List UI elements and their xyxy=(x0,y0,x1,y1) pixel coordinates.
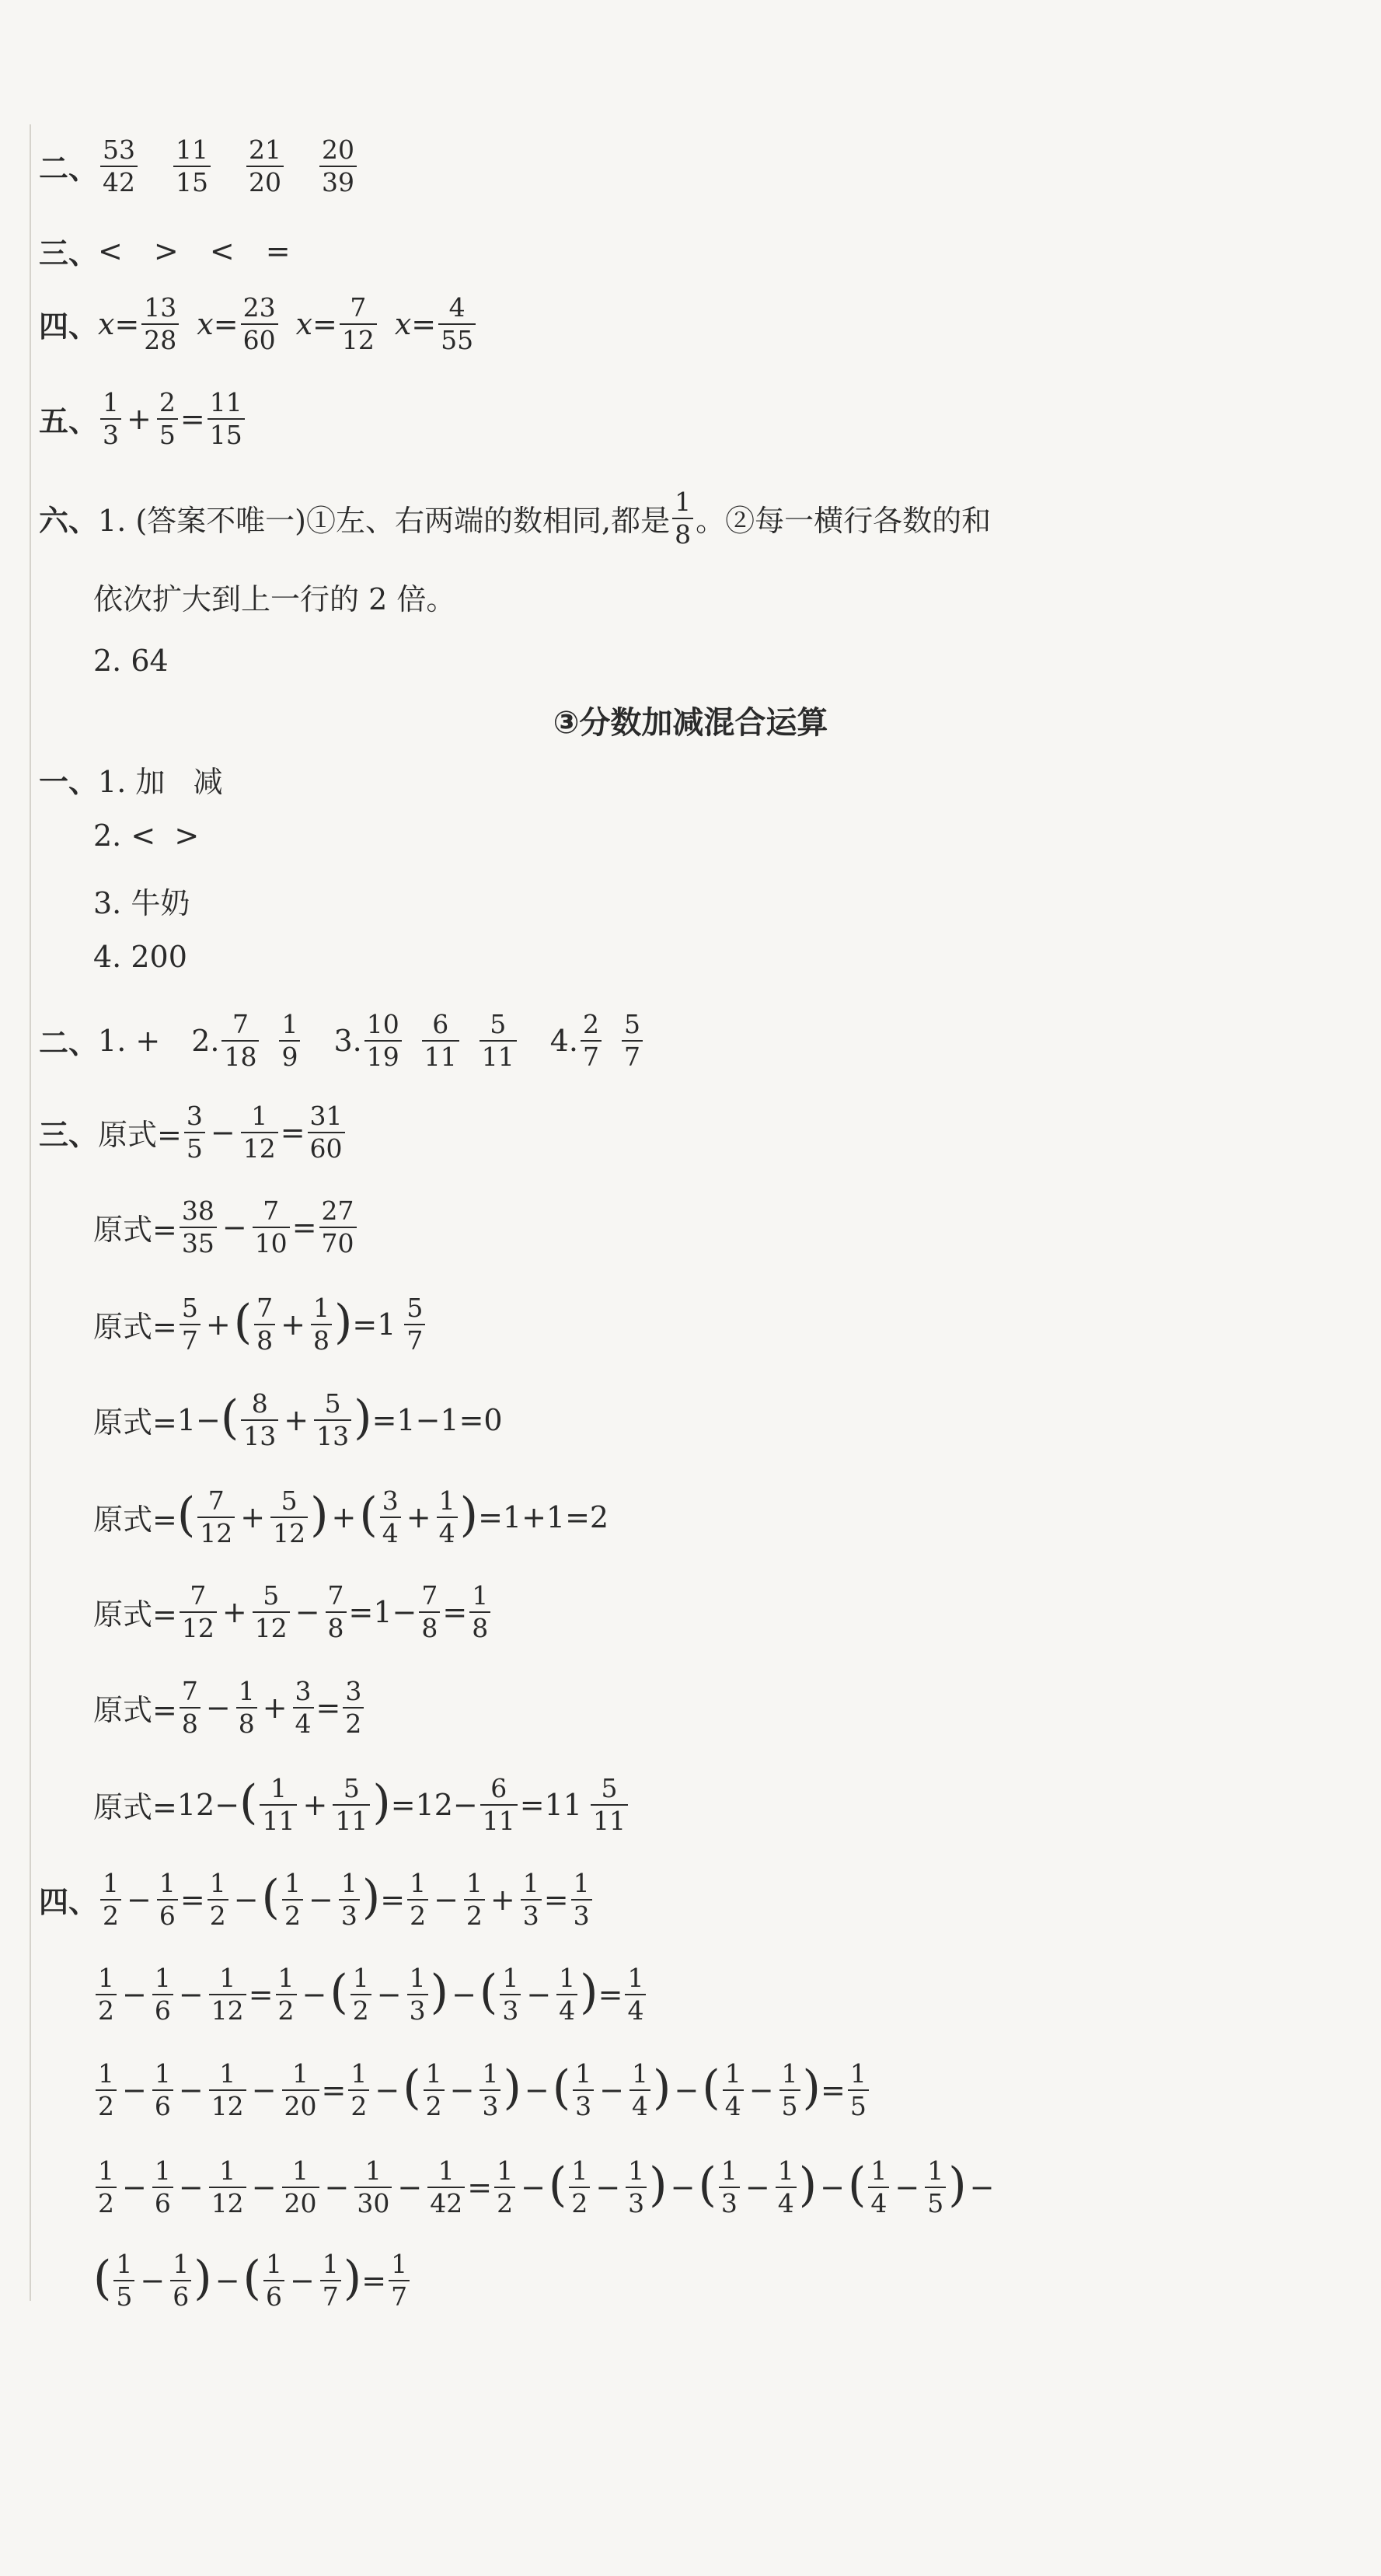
sec2-three-r1: 三、 原式= $\frac{3}{5}$ − $\frac{1}{12}$ = $\frac{31}{60}$ xyxy=(39,1102,347,1162)
sec2-four-r5: ( $\frac{1}{5}$ − $\frac{1}{6}$ ) − ( $\frac{1}{6}$ − $\frac{1}{7}$ ) = $\frac{1}{7}$ xyxy=(93,2250,412,2310)
fraction: $\frac{11}{15}$ xyxy=(173,136,211,196)
sec2-three-r7: 原式= $\frac{7}{8}$ − $\frac{1}{8}$ + $\frac{3}{4}$ = $\frac{3}{2}$ xyxy=(93,1677,366,1737)
sec2-four-r1: 四、 $\frac{1}{2}$ − $\frac{1}{6}$ = $\frac{1}{2}$ − ( $\frac{1}{2}$ − $\frac{1}{3}$ ) = $\frac{1}{2}$ − $\frac{1}{2}$ + $\frac{1}{3}$ = $\frac{1}{3}$ xyxy=(39,1869,595,1929)
compare-signs: < > < = xyxy=(98,233,291,268)
label: 六、 xyxy=(39,503,99,539)
sec2-one-4: 4. 200 xyxy=(93,940,187,974)
sec2-four-r4: $\frac{1}{2}$ − $\frac{1}{6}$ − $\frac{1}{12}$ − $\frac{1}{20}$ − $\frac{1}{30}$ − $\frac{1}{42}$ = $\frac{1}{2}$ − ( $\frac{1}{2}$ − $\frac{1}{3}$ ) − ( $\frac{1}{3}$ − $\frac{1}{4}$ ) − ( $\frac{1}{4}$ − $\frac{1}{5}$ ) − xyxy=(93,2157,998,2217)
margin-line xyxy=(30,124,31,2301)
sec2-three-r8: 原式= 12− ( $\frac{1}{11}$ + $\frac{5}{11}$ ) =12− $\frac{6}{11}$ =11 $\frac{5}{11}$ xyxy=(93,1775,630,1834)
label: 五、 xyxy=(39,403,99,439)
label: 二、 xyxy=(39,1025,99,1061)
sec1-six: 六、 1. (答案不唯一)①左、右两端的数相同,都是 $\frac{1}{8}$ 。②每一横行各数的和 xyxy=(39,487,992,550)
sec1-two xyxy=(39,136,359,196)
sec2-four-r2: $\frac{1}{2}$ − $\frac{1}{6}$ − $\frac{1}{12}$ = $\frac{1}{2}$ − ( $\frac{1}{2}$ − $\frac{1}{3}$ ) − ( $\frac{1}{3}$ − $\frac{1}{4}$ ) = $\frac{1}{4}$ xyxy=(93,1964,648,2024)
label: 一、 xyxy=(39,764,99,799)
fraction: $\frac{21}{20}$ xyxy=(246,136,284,196)
sec2-three-r2: 原式= $\frac{38}{35}$ − $\frac{7}{10}$ = $\frac{27}{70}$ xyxy=(93,1197,359,1257)
sec2-four-r3: $\frac{1}{2}$ − $\frac{1}{6}$ − $\frac{1}{12}$ − $\frac{1}{20}$ = $\frac{1}{2}$ − ( $\frac{1}{2}$ − $\frac{1}{3}$ ) − ( $\frac{1}{3}$ − $\frac{1}{4}$ ) − ( $\frac{1}{4}$ − $\frac{1}{5}$ ) = $\frac{1}{5}$ xyxy=(93,2060,871,2120)
label: 四、 xyxy=(39,1884,99,1920)
sec2-three-r5: 原式= ( $\frac{7}{12}$ + $\frac{5}{12}$ ) + ( $\frac{3}{4}$ + $\frac{1}{4}$ ) =1+1=2 xyxy=(93,1485,609,1548)
sec1-five: 五、 $\frac{1}{3}$ + $\frac{2}{5}$ = $\frac{11}{15}$ xyxy=(39,389,247,449)
sec2-two: 二、 1. + 2. $\frac{7}{18}$ $\frac{1}{9}$ 3. $\frac{10}{19}$ $\frac{6}{11}$ $\frac{5}{11}$ 4. $\frac{2}{7}$ $\frac{5}{7}$ xyxy=(39,1011,645,1070)
sec2-one-2: 2. < > xyxy=(93,819,200,853)
fraction: $\frac{20}{39}$ xyxy=(319,136,357,196)
label: 四、 xyxy=(39,309,99,344)
sec1-six-line3: 2. 64 xyxy=(93,644,169,678)
sec2-three-r3: 原式= $\frac{5}{7}$ + ( $\frac{7}{8}$ + $\frac{1}{8}$ ) = 1 $\frac{5}{7}$ xyxy=(93,1294,427,1354)
section-title: ③分数加减混合运算 xyxy=(553,705,828,741)
sec1-six-line2: 依次扩大到上一行的 2 倍。 xyxy=(93,582,456,616)
sec1-three xyxy=(39,229,291,272)
sec2-three-r6: 原式= $\frac{7}{12}$ + $\frac{5}{12}$ − $\frac{7}{8}$ =1− $\frac{7}{8}$ = $\frac{1}{8}$ xyxy=(93,1582,493,1642)
label: 三、 xyxy=(39,236,99,271)
fraction: $\frac{53}{42}$ xyxy=(100,136,138,196)
sec1-four: 四、 x= $\frac{13}{28}$ x= $\frac{23}{60}$ x= $\frac{7}{12}$ x= $\frac{4}{55}$ xyxy=(39,294,478,354)
label: 二、 xyxy=(39,151,99,187)
sec2-three-r4: 原式= 1− ( $\frac{8}{13}$ + $\frac{5}{13}$ ) =1−1=0 xyxy=(93,1388,503,1451)
sec2-one: 一、 1. 加 减 xyxy=(39,758,223,801)
label: 三、 xyxy=(39,1117,99,1153)
sec2-one-3: 3. 牛奶 xyxy=(93,886,190,920)
